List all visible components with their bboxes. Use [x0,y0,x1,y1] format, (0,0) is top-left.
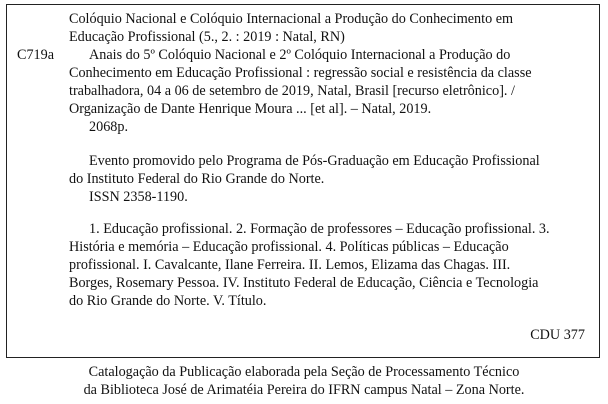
author-entry-line-2: Educação Profissional (5., 2. : 2019 : Natal, RN) [69,29,345,45]
footer-line-1: Catalogação da Publicação elaborada pela Seção de Processamento Técnico [88,364,520,380]
issn: ISSN 2358-1190. [89,189,188,205]
subjects-line-4: Borges, Rosemary Pessoa. IV. Instituto Federal de Educação, Ciência e Tecnologia [69,275,539,291]
title-entry-line-1: Anais do 5º Colóquio Nacional e 2º Colóquio Internacional a Produção do [89,47,511,63]
catalog-card [6,4,600,358]
subjects-line-5: do Rio Grande do Norte. V. Título. [69,293,267,309]
title-entry-line-3: trabalhadora, 04 a 06 de setembro de 2019, Natal, Brasil [recurso eletrônico]. / [69,83,515,99]
footer-line-2: da Biblioteca José de Arimatéia Pereira do IFRN campus Natal – Zona Norte. [83,382,525,398]
cdu-classification: CDU 377 [530,327,585,343]
call-number: C719a [17,47,55,63]
subjects-line-3: profissional. I. Cavalcante, Ilane Ferreira. II. Lemos, Elizama das Chagas. III. [69,257,511,273]
note-line-1: Evento promovido pelo Programa de Pós-Graduação em Educação Profissional [89,153,540,169]
note-line-2: do Instituto Federal do Rio Grande do Norte. [69,171,325,187]
title-entry-line-4: Organização de Dante Henrique Moura ... [et al]. – Natal, 2019. [69,101,432,117]
title-entry-line-2: Conhecimento em Educação Profissional : regressão social e resistência da classe [69,65,532,81]
author-entry-line-1: Colóquio Nacional e Colóquio Internacional a Produção do Conhecimento em [69,11,514,27]
subjects-line-2: História e memória – Educação profissional. 4. Políticas públicas – Educação [69,239,509,255]
subjects-line-1: 1. Educação profissional. 2. Formação de professores – Educação profissional. 3. [89,221,550,237]
page-count: 2068p. [89,119,129,135]
